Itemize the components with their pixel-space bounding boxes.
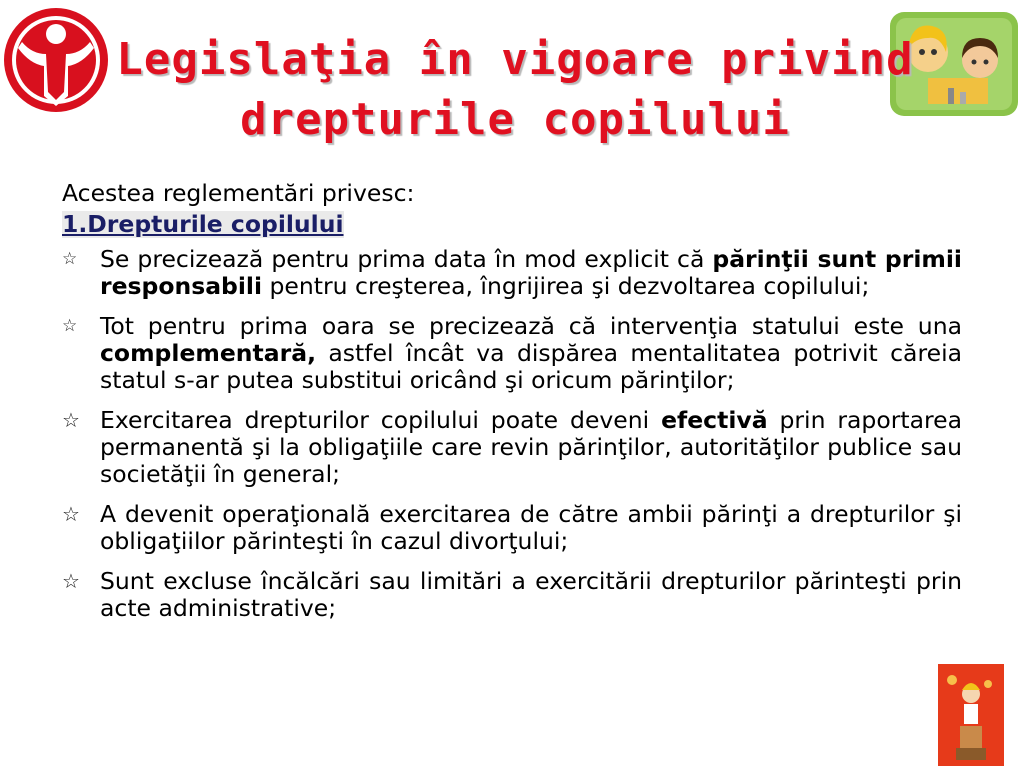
item-text: Exercitarea drepturilor copilului poate deveni [100, 406, 662, 434]
item-text: pentru creşterea, îngrijirea şi dezvoltarea copilului; [262, 272, 870, 300]
list-item [62, 568, 962, 622]
title-line-1: Legislaţia în vigoare privind [116, 34, 914, 85]
item-text: A devenit operaţională exercitarea de către ambii părinţi a drepturilor şi obligaţiilor părinteşti în cazul divorţului; [100, 500, 962, 555]
list-item [62, 246, 962, 300]
star-outline-icon: ☆ [62, 502, 80, 526]
item-text: Tot pentru prima oara se precizează că intervenţia statului este una [100, 312, 962, 340]
title-line-2: drepturile copilului [240, 94, 790, 145]
intro-text: Acestea reglementări privesc: [62, 179, 415, 207]
list-item [62, 501, 962, 555]
slide-body [62, 180, 962, 635]
child-drawing-illustration [938, 664, 1004, 766]
star-outline-icon: ☆ [62, 249, 78, 269]
item-text: astfel încât va dispărea mentalitatea potrivit căreia statul s-ar putea substitui oricând şi oricum părinţilor; [100, 339, 962, 394]
star-outline-icon: ☆ [62, 569, 80, 593]
star-outline-icon: ☆ [62, 408, 80, 432]
item-bold-text: părinţii sunt primii responsabili [100, 245, 962, 300]
item-text: Se precizează pentru prima data în mod explicit că [100, 245, 713, 273]
item-bold-text: complementară, [100, 339, 316, 367]
bullet-list [62, 246, 962, 622]
list-item [62, 407, 962, 488]
item-text: prin raportarea permanentă şi la obligaţiile care revin părinţilor, autorităţilor publice sau societăţii în general; [100, 406, 962, 488]
section-heading: 1.Drepturile copilului [62, 210, 344, 238]
item-bold-text: efectivă [661, 406, 768, 434]
star-outline-icon: ☆ [62, 316, 78, 336]
list-item [62, 313, 962, 394]
item-text: Sunt excluse încălcări sau limitări a exercitării drepturilor părinteşti prin acte administrative; [100, 567, 962, 622]
slide-title [100, 30, 930, 150]
organization-logo [2, 4, 110, 116]
